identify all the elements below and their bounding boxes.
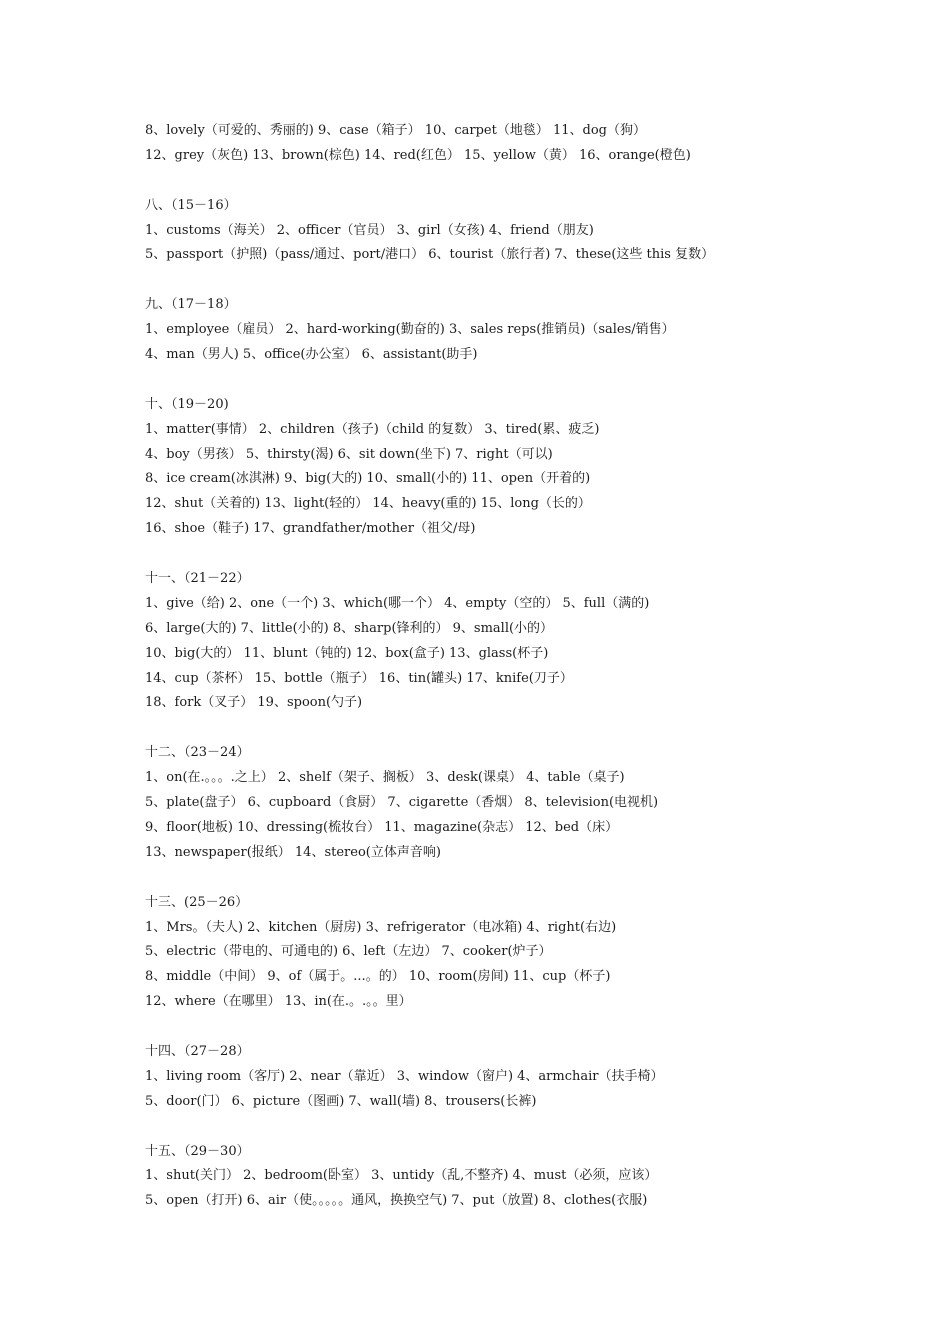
vocab-line: 1、customs（海关） 2、officer（官员） 3、girl（女孩) 4、friend（朋友) bbox=[145, 222, 594, 238]
section-heading: 八、（15－16） bbox=[145, 197, 237, 213]
section-10 bbox=[145, 393, 905, 542]
vocab-line: 12、where（在哪里） 13、in(在.。.。。里） bbox=[145, 994, 412, 1010]
section-14 bbox=[145, 1040, 905, 1115]
vocab-line: 1、matter(事情） 2、children（孩子)（child 的复数） 3、tired(累、疲乏) bbox=[145, 421, 600, 437]
section-13 bbox=[145, 891, 905, 1015]
section-15 bbox=[145, 1140, 905, 1215]
document-page bbox=[145, 119, 905, 1214]
section-heading: 十五、（29－30） bbox=[145, 1143, 250, 1159]
vocab-line: 18、fork（叉子） 19、spoon(勺子) bbox=[145, 695, 363, 711]
vocab-line: 8、lovely（可爱的、秀丽的) 9、case（箱子） 10、carpet（地毯） 11、dog（狗） bbox=[145, 123, 646, 138]
vocab-line: 14、cup（茶杯） 15、bottle（瓶子） 16、tin(罐头) 17、knife(刀子） bbox=[145, 670, 573, 686]
vocab-line: 4、man（男人) 5、office(办公室） 6、assistant(助手) bbox=[145, 347, 478, 363]
vocab-line: 12、grey（灰色) 13、brown(棕色) 14、red(红色） 15、yellow（黄） 16、orange(橙色) bbox=[145, 147, 691, 163]
vocab-line: 1、shut(关门） 2、bedroom(卧室） 3、untidy（乱,不整齐) 4、must（必须，应该） bbox=[145, 1168, 658, 1184]
section-8 bbox=[145, 194, 905, 269]
section-heading: 九、（17－18） bbox=[145, 297, 237, 313]
section-heading: 十二、（23－24） bbox=[145, 745, 250, 761]
section-heading: 十三、(25－26） bbox=[145, 894, 249, 910]
vocab-line: 4、boy（男孩） 5、thirsty(渴) 6、sit down(坐下) 7、right（可以) bbox=[145, 446, 553, 462]
vocab-line: 9、floor(地板) 10、dressing(梳妆台） 11、magazine(杂志） 12、bed（床） bbox=[145, 819, 619, 835]
vocab-line: 5、electric（带电的、可通电的) 6、left（左边） 7、cooker(炉子） bbox=[145, 944, 552, 960]
vocab-line: 8、ice cream(冰淇淋) 9、big(大的) 10、small(小的) 11、open（开着的) bbox=[145, 471, 591, 487]
vocab-line: 5、door(门） 6、picture（图画) 7、wall(墙) 8、trousers(长裤) bbox=[145, 1093, 537, 1109]
vocab-line: 1、employee（雇员） 2、hard-working(勤奋的) 3、sales reps(推销员)（sales/销售） bbox=[145, 322, 675, 338]
vocab-line: 16、shoe（鞋子) 17、grandfather/mother（祖父/母) bbox=[145, 521, 476, 537]
vocab-line: 13、newspaper(报纸） 14、stereo(立体声音响) bbox=[145, 844, 441, 860]
vocab-line: 8、middle（中间） 9、of（属于。...。的） 10、room(房间) 11、cup（杯子) bbox=[145, 969, 611, 985]
vocab-line: 6、large(大的) 7、little(小的) 8、sharp(锋利的） 9、small(小的） bbox=[145, 620, 554, 636]
section-heading: 十一、（21－22） bbox=[145, 571, 250, 587]
vocab-line: 1、give（给) 2、one（一个) 3、which(哪一个） 4、empty（空的） 5、full（满的) bbox=[145, 595, 650, 611]
section-11 bbox=[145, 567, 905, 716]
vocab-line: 10、big(大的） 11、blunt（钝的) 12、box(盒子) 13、glass(杯子) bbox=[145, 645, 549, 661]
section-9 bbox=[145, 293, 905, 368]
vocab-line: 1、on(在.。。。.之上） 2、shelf（架子、搁板） 3、desk(课桌） 4、table（桌子) bbox=[145, 770, 625, 786]
section-12 bbox=[145, 741, 905, 865]
vocab-line: 5、passport（护照)（pass/通过、port/港口） 6、tourist（旅行者) 7、these(这些 this 复数） bbox=[145, 247, 715, 263]
vocab-line: 1、living room（客厅) 2、near（靠近） 3、window（窗户) 4、armchair（扶手椅） bbox=[145, 1068, 664, 1084]
section-0 bbox=[145, 119, 905, 169]
vocab-line: 12、shut（关着的) 13、light(轻的） 14、heavy(重的) 15、long（长的） bbox=[145, 496, 591, 512]
vocab-line: 5、plate(盘子） 6、cupboard（食厨） 7、cigarette（香烟） 8、television(电视机) bbox=[145, 795, 659, 811]
vocab-line: 5、open（打开) 6、air（使。。。。。通风，换换空气) 7、put（放置) 8、clothes(衣服) bbox=[145, 1193, 648, 1209]
section-heading: 十、（19－20) bbox=[145, 396, 229, 412]
section-heading: 十四、（27－28） bbox=[145, 1043, 250, 1059]
vocab-line: 1、Mrs。（夫人) 2、kitchen（厨房) 3、refrigerator（电冰箱) 4、right(右边) bbox=[145, 919, 617, 935]
